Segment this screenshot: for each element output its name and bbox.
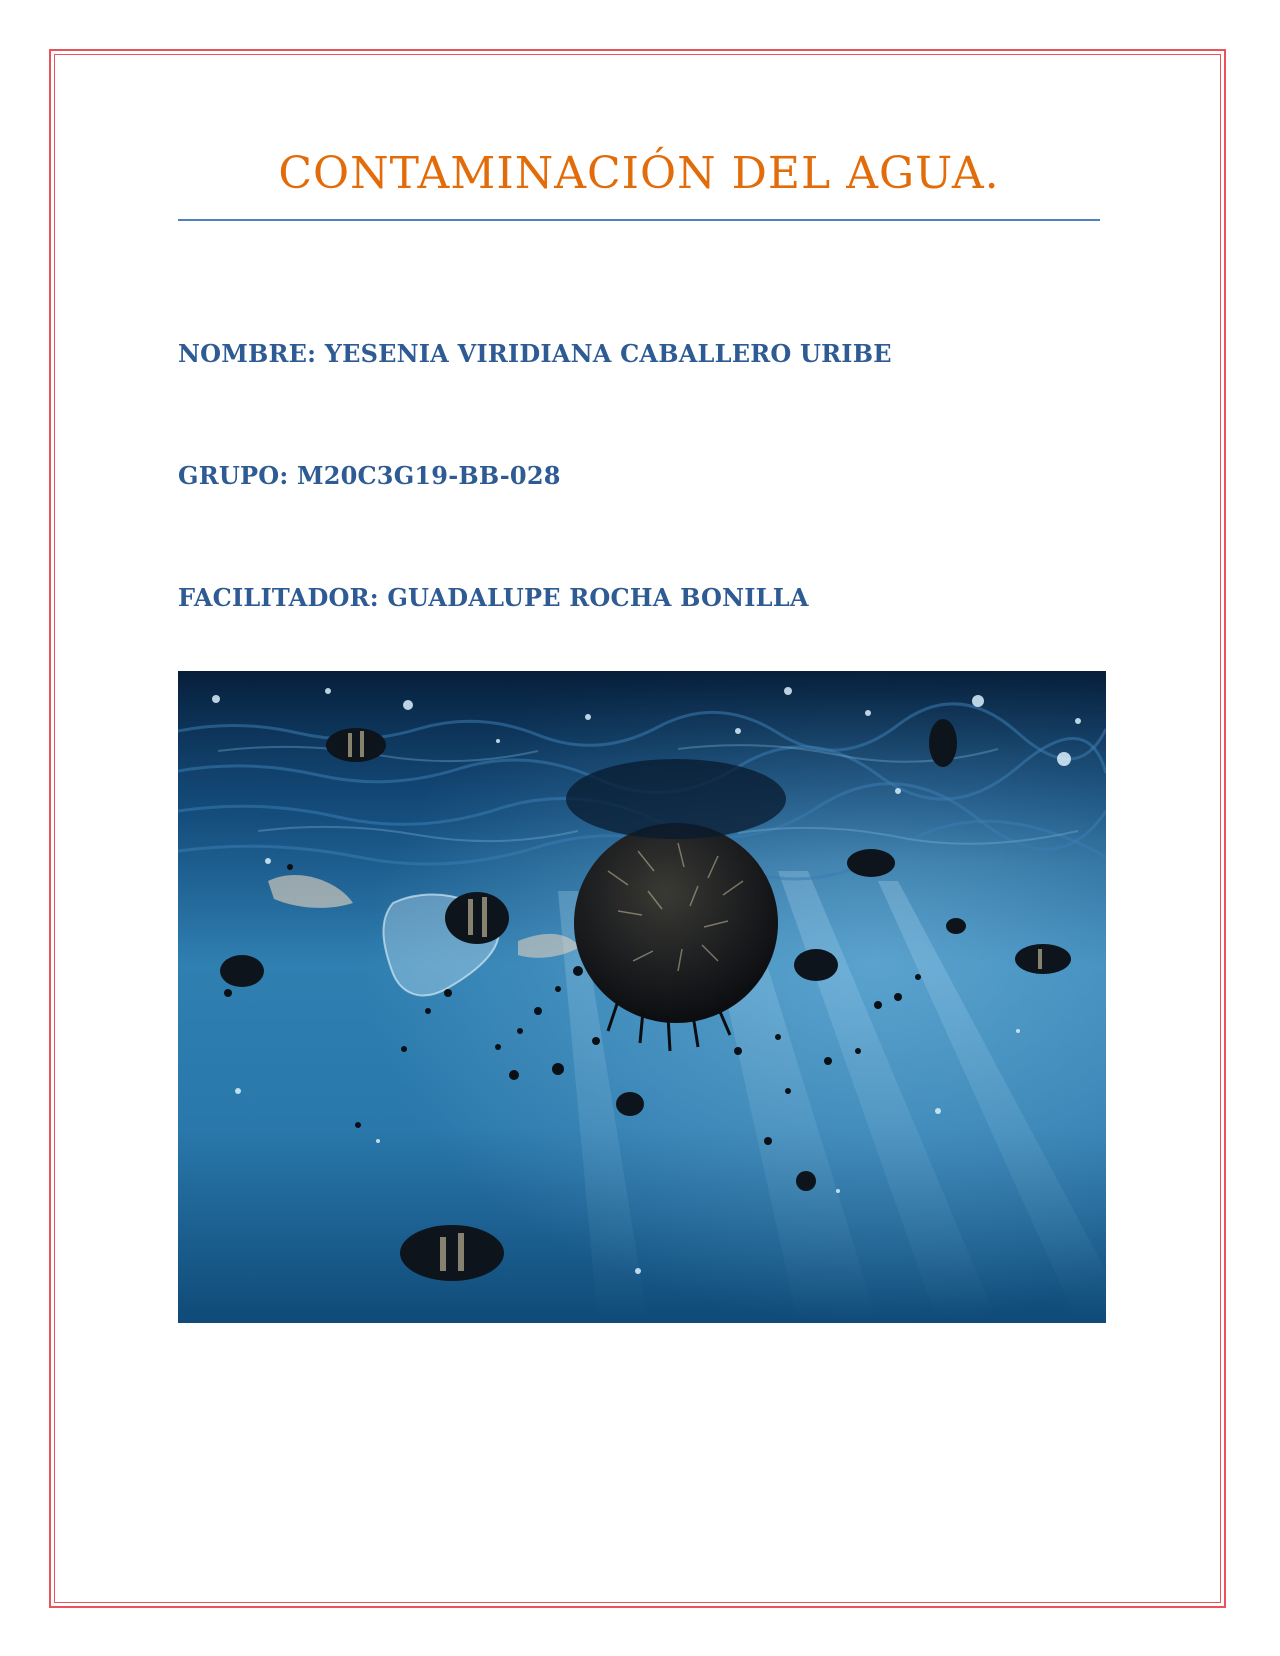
facilitator-line: FACILITADOR: GUADALUPE ROCHA BONILLA — [178, 583, 809, 612]
student-name-line: NOMBRE: YESENIA VIRIDIANA CABALLERO URIBE — [178, 339, 892, 368]
document-title: CONTAMINACIÓN DEL AGUA. — [278, 148, 1000, 199]
underwater-pollution-photo — [178, 671, 1106, 1323]
title-underline — [178, 219, 1100, 221]
group-line: GRUPO: M20C3G19-BB-028 — [178, 461, 561, 490]
